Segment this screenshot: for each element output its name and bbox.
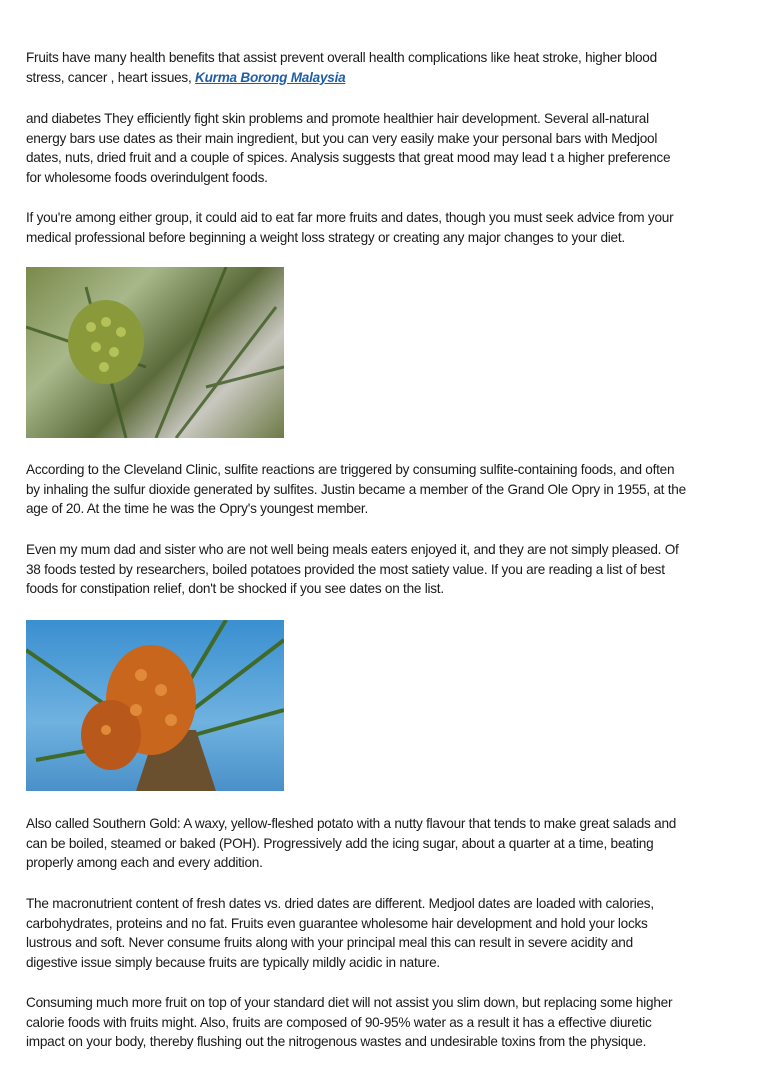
text-line: Also called Southern Gold: A waxy, yellow-fleshed potato with a nutty flavour that tends to make great salads and [26,816,677,831]
text-line: foods for constipation relief, don't be shocked if you see dates on the list. [26,581,444,597]
text-line: calorie foods with fruits might. Also, fruits are composed of 90-95% water as a result it has a effective diuretic [26,1014,652,1030]
text-line: If you're among either group, it could aid to eat far more fruits and dates, though you must seek advice from your [26,210,674,225]
text-line: properly among each and every addition. [26,855,263,871]
text-line: 38 foods tested by researchers, boiled potatoes provided the most satiety value. If you are reading a list of best [26,561,665,577]
text-line: by inhaling the sulfur dioxide generated by sulfites. Justin became a member of the Grand Ole Opry in 1955, at the [26,481,686,497]
paragraph-1 [26,48,756,87]
paragraph-7 [26,894,756,972]
text-line: can be boiled, steamed or baked (POH). Progressively add the icing sugar, about a quarter at a time, beating [26,835,654,851]
date-palm-orange-fruit-image [26,620,284,791]
date-palm-green-fruit-image [26,267,284,438]
text-line: energy bars use dates as their main ingredient, but you can very easily make your personal bars with Medjool [26,130,658,146]
text-line: dates, nuts, dried fruit and a couple of spices. Analysis suggests that great mood may lead t a higher preference [26,150,671,166]
text-line [26,68,756,88]
text-line: Even my mum dad and sister who are not well being meals eaters enjoyed it, and they are not simply pleased. Of [26,542,679,557]
text-line: According to the Cleveland Clinic, sulfite reactions are triggered by consuming sulfite-containing foods, and often [26,462,675,477]
paragraph-8 [26,993,756,1052]
text-line: medical professional before beginning a weight loss strategy or creating any major changes to your diet. [26,229,625,245]
text-line-start: stress, cancer , heart issues, [26,69,196,85]
text-line: Consuming much more fruit on top of your standard diet will not assist you slim down, but replacing some higher [26,995,673,1010]
paragraph-2 [26,109,756,187]
text-line: impact on your body, thereby flushing out the nitrogenous wastes and undesirable toxins from the physique. [26,1034,647,1050]
text-line: Fruits have many health benefits that assist prevent overall health complications like heat stroke, higher blood [26,50,657,65]
text-line: age of 20. At the time he was the Opry's youngest member. [26,501,368,517]
paragraph-6 [26,814,756,873]
text-line: for wholesome foods overindulgent foods. [26,169,268,185]
palm-illustration [26,620,284,791]
paragraph-4 [26,460,756,519]
text-line: carbohydrates, proteins and no fat. Fruits even guarantee wholesome hair development and hold your locks [26,915,648,931]
text-line: and diabetes They efficiently fight skin problems and promote healthier hair development. Several all-natural [26,111,649,126]
paragraph-5 [26,540,756,599]
text-line: lustrous and soft. Never consume fruits along with your principal meal this can result in severe acidity and [26,935,633,951]
text-line: digestive issue simply because fruits are typically mildly acidic in nature. [26,954,440,970]
paragraph-3 [26,208,756,247]
text-line: The macronutrient content of fresh dates vs. dried dates are different. Medjool dates are loaded with calories, [26,896,654,911]
palm-illustration [26,267,284,438]
kurma-borong-malaysia-link[interactable]: Kurma Borong Malaysia [195,69,346,85]
